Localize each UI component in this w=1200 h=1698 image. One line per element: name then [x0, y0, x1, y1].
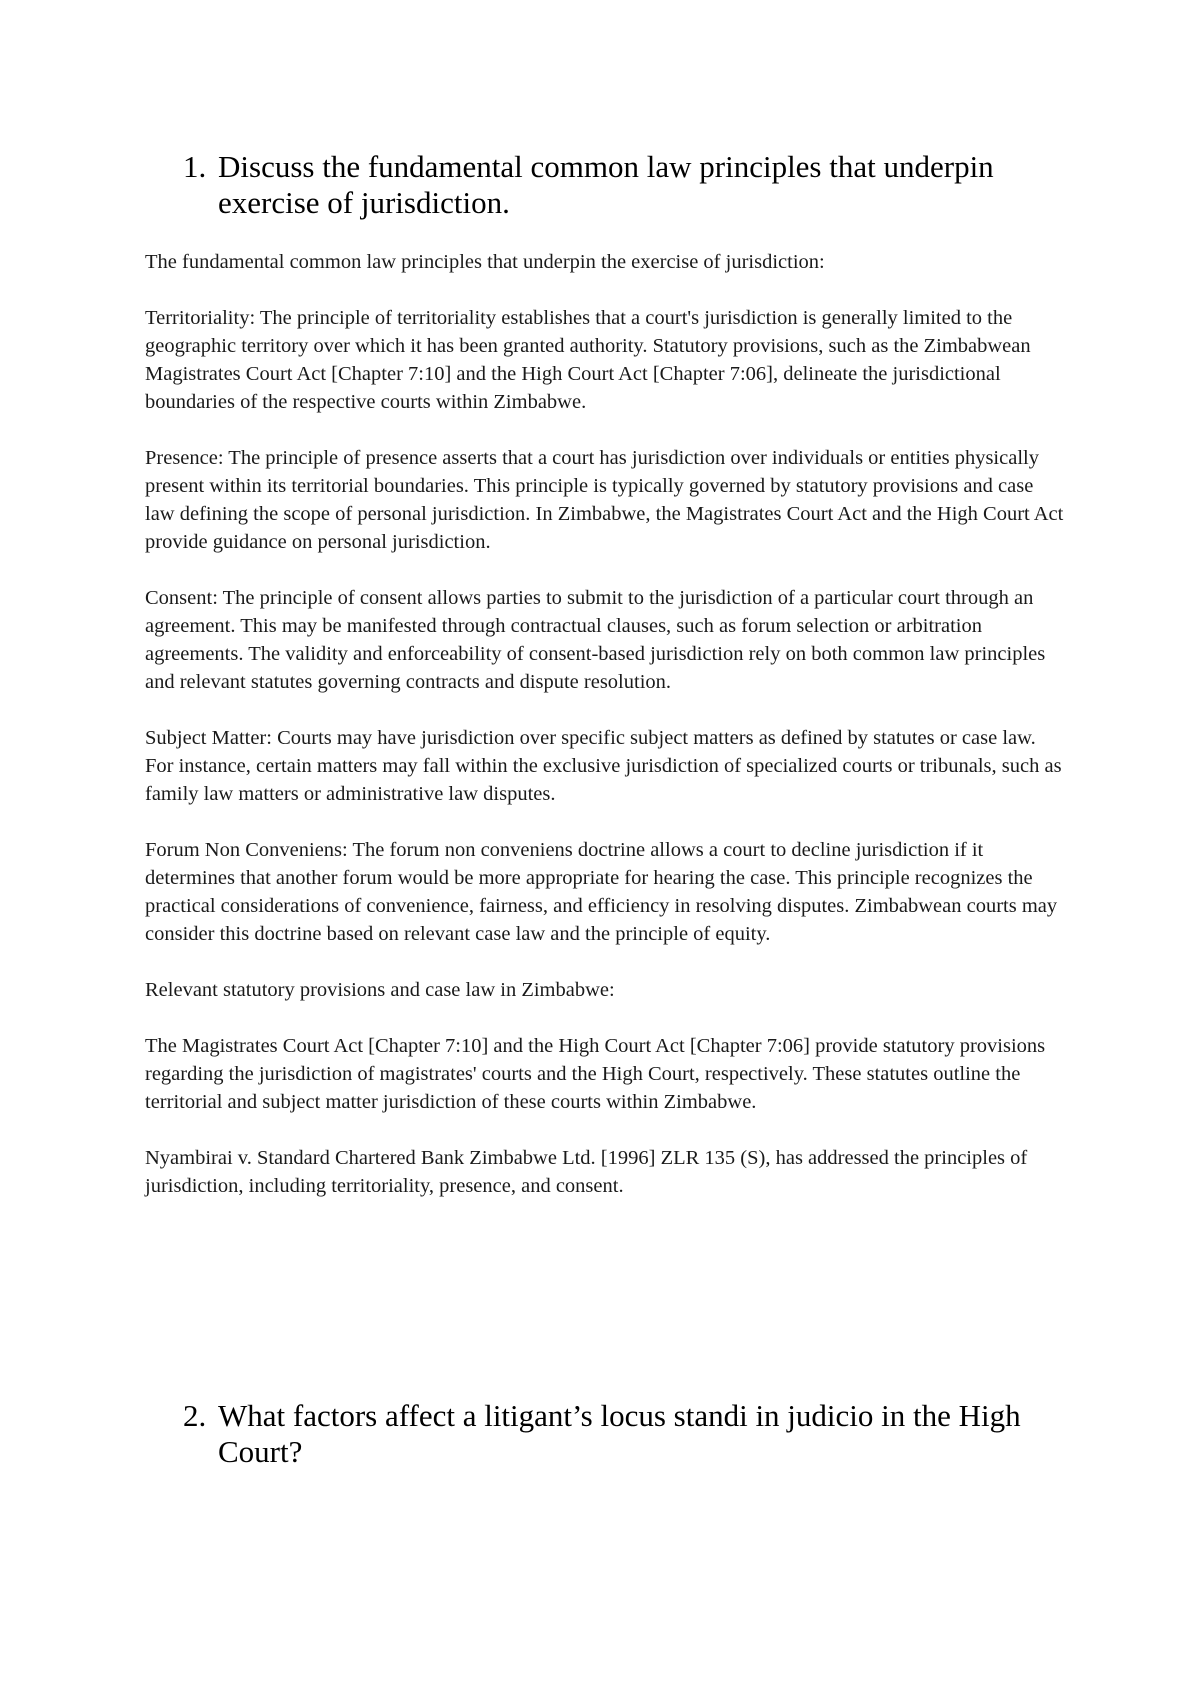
subject-matter-paragraph: Subject Matter: Courts may have jurisdiction over specific subject matters as defined by statutes or case law. For instance, certain matters may fall within the exclusive jurisdiction of specialized courts or tribunals, such as family law matters or administrative law disputes.: [145, 727, 1062, 805]
question-1-heading: [183, 149, 1083, 221]
question-1-text: Discuss the fundamental common law principles that underpin exercise of jurisdiction.: [218, 149, 994, 220]
consent-paragraph: Consent: The principle of consent allows parties to submit to the jurisdiction of a particular court through an agreement. This may be manifested through contractual clauses, such as forum selection or arbitration agreements. The validity and enforceability of consent-based jurisdiction rely on both common law principles and relevant statutes governing contracts and dispute resolution.: [145, 587, 1046, 693]
question-2-heading: [183, 1398, 1083, 1470]
question-1-number: 1.: [183, 149, 207, 184]
territoriality-paragraph: Territoriality: The principle of territoriality establishes that a court's jurisdiction is generally limited to the geographic territory over which it has been granted authority. Statutory provisions, such as the Zimbabwean Magistrates Court Act [Chapter 7:10] and the High Court Act [Chapter 7:06], delineate the jurisdictional boundaries of the respective courts within Zimbabwe.: [145, 307, 1031, 413]
forum-non-conveniens-paragraph: Forum Non Conveniens: The forum non conveniens doctrine allows a court to decline jurisdiction if it determines that another forum would be more appropriate for hearing the case. This principle recognizes the practical considerations of convenience, fairness, and efficiency in resolving disputes. Zimbabwean courts may consider this doctrine based on relevant case law and the principle of equity.: [145, 839, 1058, 945]
answer-body: [145, 248, 1065, 1228]
statutes-paragraph: The Magistrates Court Act [Chapter 7:10] and the High Court Act [Chapter 7:06] provide statutory provisions regarding the jurisdiction of magistrates' courts and the High Court, respectively. These statutes outline the territorial and subject matter jurisdiction of these courts within Zimbabwe.: [145, 1035, 1046, 1113]
intro-paragraph: The fundamental common law principles that underpin the exercise of jurisdiction:: [145, 251, 825, 273]
statutory-provisions-heading: Relevant statutory provisions and case law in Zimbabwe:: [145, 979, 615, 1001]
question-2-text: What factors affect a litigant’s locus standi in judicio in the High Court?: [218, 1398, 1021, 1469]
case-law-paragraph: Nyambirai v. Standard Chartered Bank Zimbabwe Ltd. [1996] ZLR 135 (S), has addressed the principles of jurisdiction, including territoriality, presence, and consent.: [145, 1147, 1028, 1197]
presence-paragraph: Presence: The principle of presence asserts that a court has jurisdiction over individuals or entities physically present within its territorial boundaries. This principle is typically governed by statutory provisions and case law defining the scope of personal jurisdiction. In Zimbabwe, the Magistrates Court Act and the High Court Act provide guidance on personal jurisdiction.: [145, 447, 1064, 553]
question-2-number: 2.: [183, 1398, 207, 1433]
